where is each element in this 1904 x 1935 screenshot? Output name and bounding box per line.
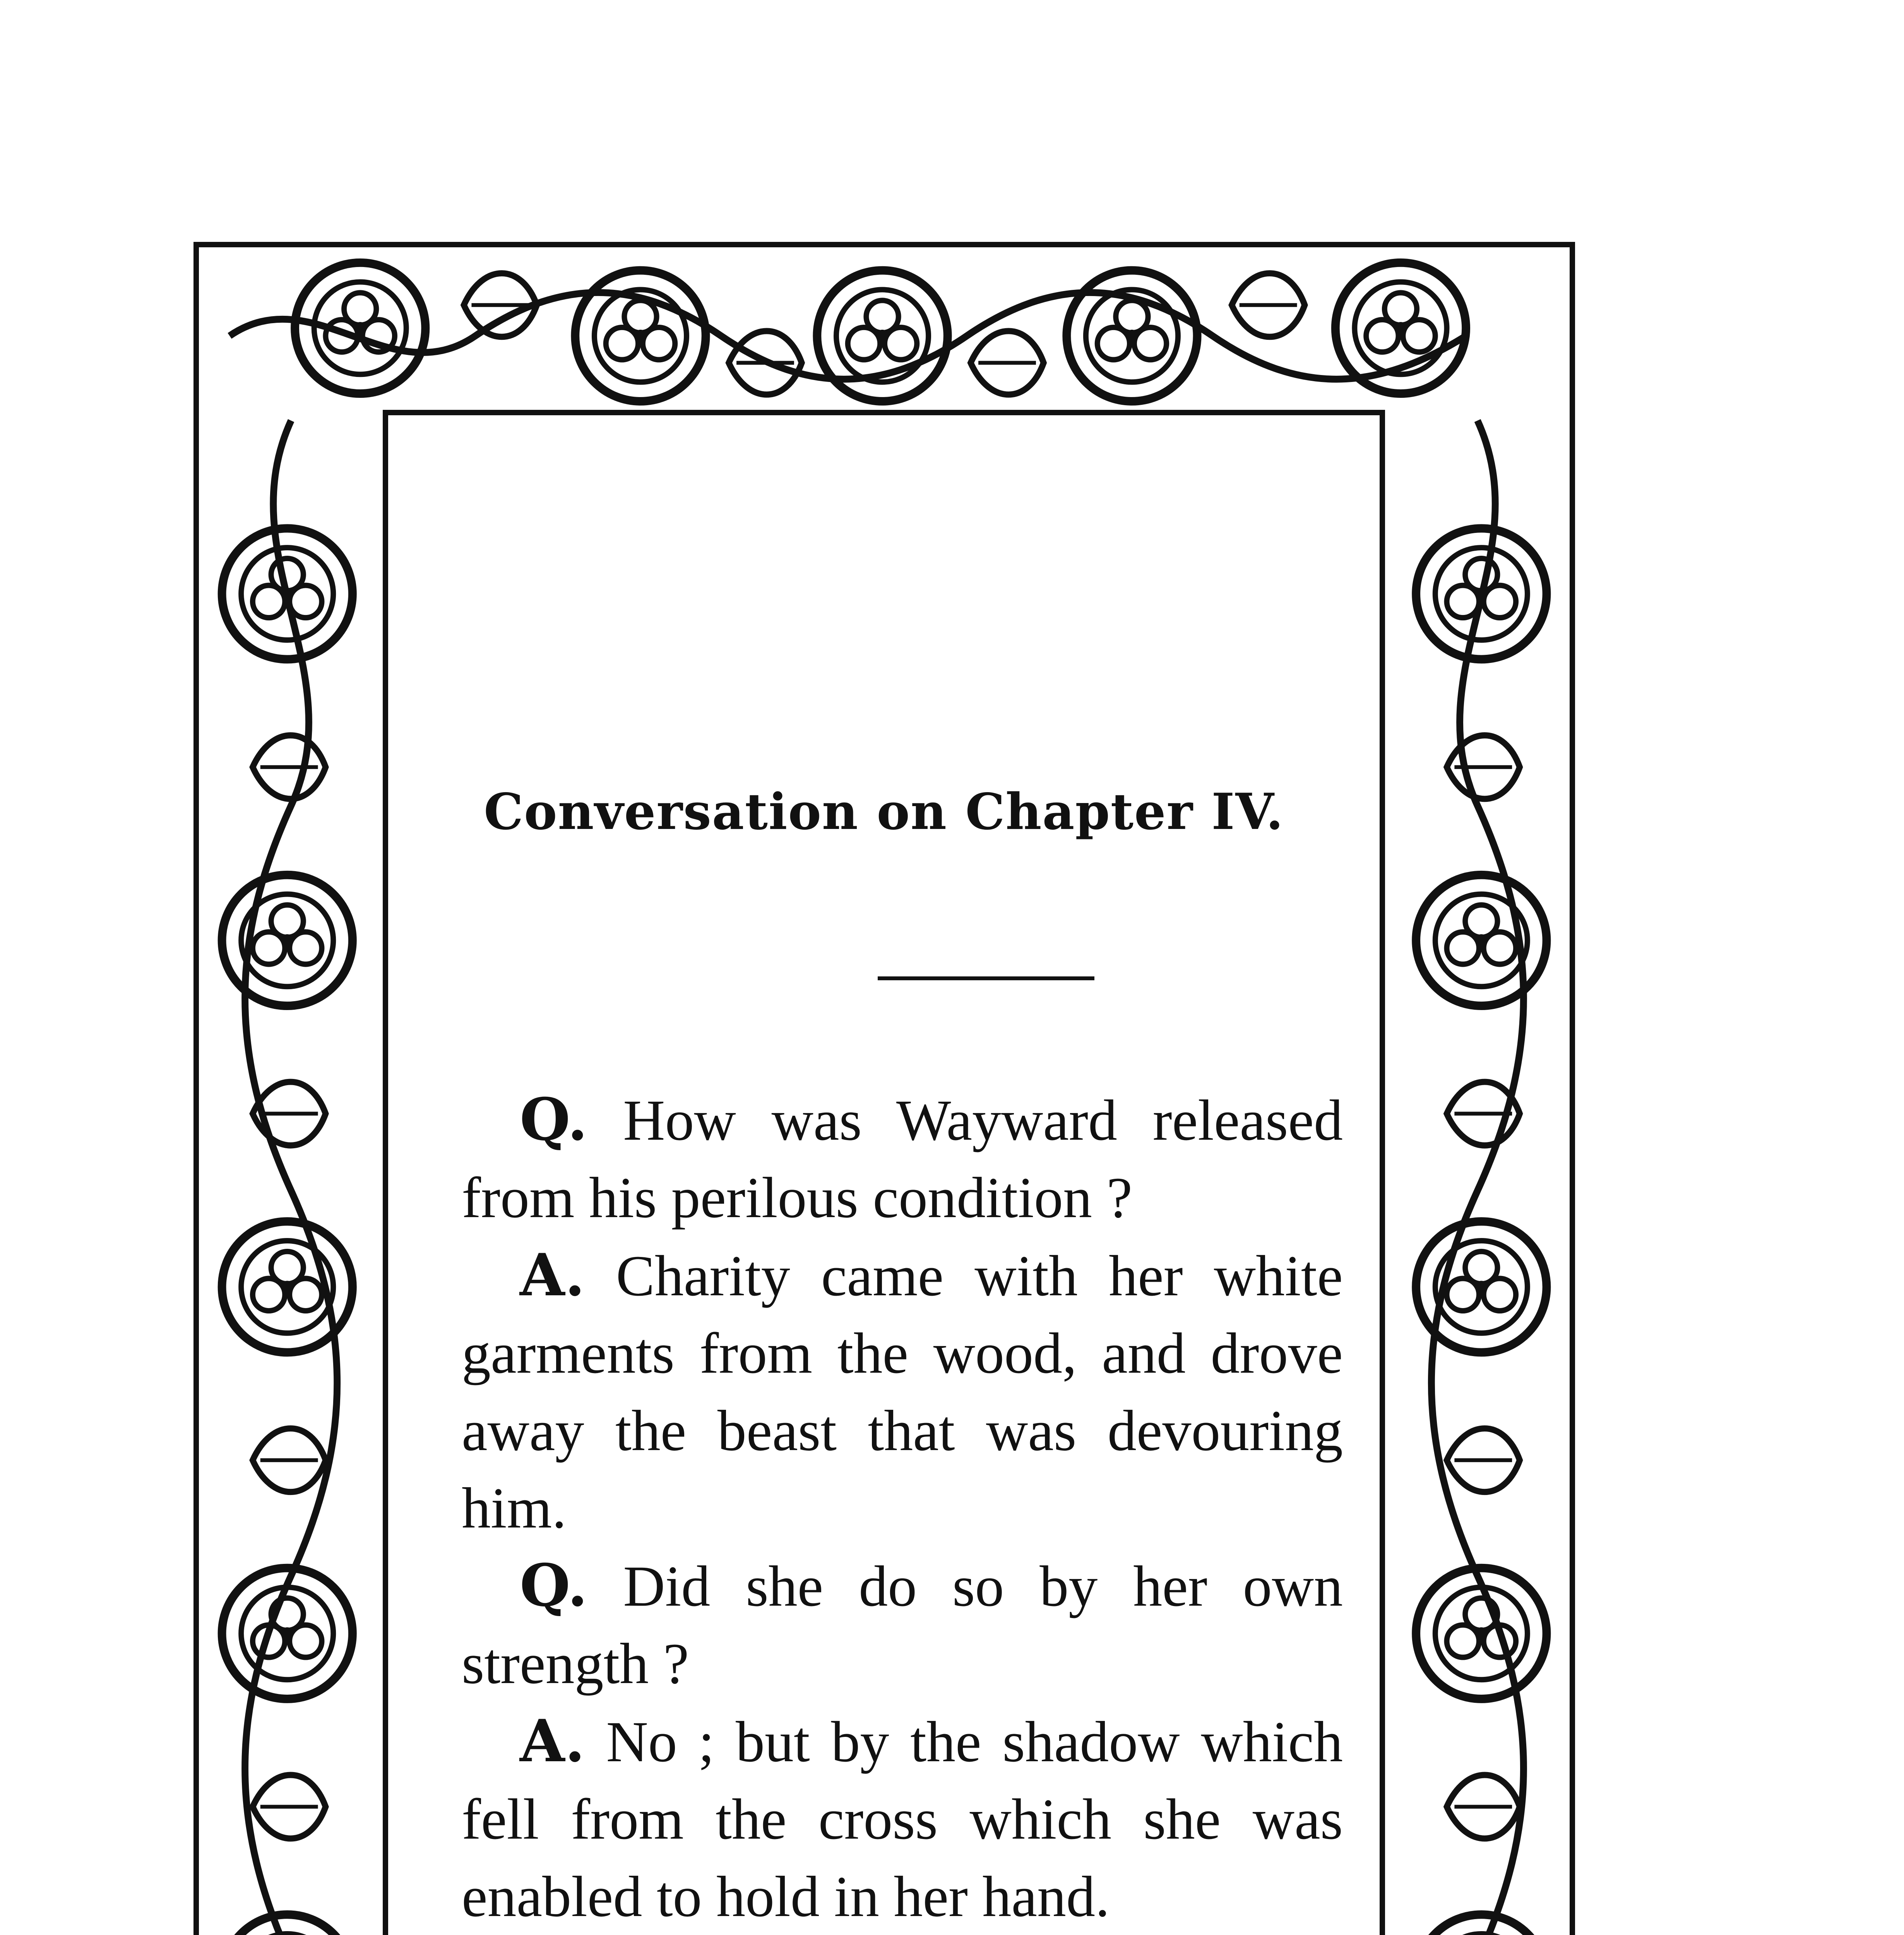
paragraph-text: How was Wayward released from his perilous condition ? — [462, 1088, 1343, 1230]
ornamental-border — [193, 242, 1575, 1935]
text-panel — [383, 410, 1385, 1935]
paragraph-text: Charity came with her white garments from the wood, and drove away the beast that was devouring him. — [462, 1244, 1343, 1540]
dialogue-text — [462, 1081, 1343, 1935]
paragraph-text: Did she do so by her own strength ? — [462, 1554, 1343, 1696]
question-mark-label: Q. — [520, 1551, 588, 1620]
paragraph-q1 — [462, 1081, 1343, 1236]
paragraph-text: No ; but by the shadow which fell from the cross which she was enabled to hold in her hand. — [462, 1710, 1343, 1929]
heading-rule — [878, 976, 1094, 980]
answer-mark-label: A. — [520, 1241, 585, 1309]
paragraph-a2 — [462, 1702, 1343, 1935]
chapter-heading: Conversation on Chapter IV. — [484, 783, 1284, 841]
question-mark-label: Q. — [520, 1086, 588, 1154]
paragraph-a1 — [462, 1236, 1343, 1547]
answer-mark-label: A. — [520, 1707, 585, 1775]
paragraph-q2 — [462, 1547, 1343, 1702]
